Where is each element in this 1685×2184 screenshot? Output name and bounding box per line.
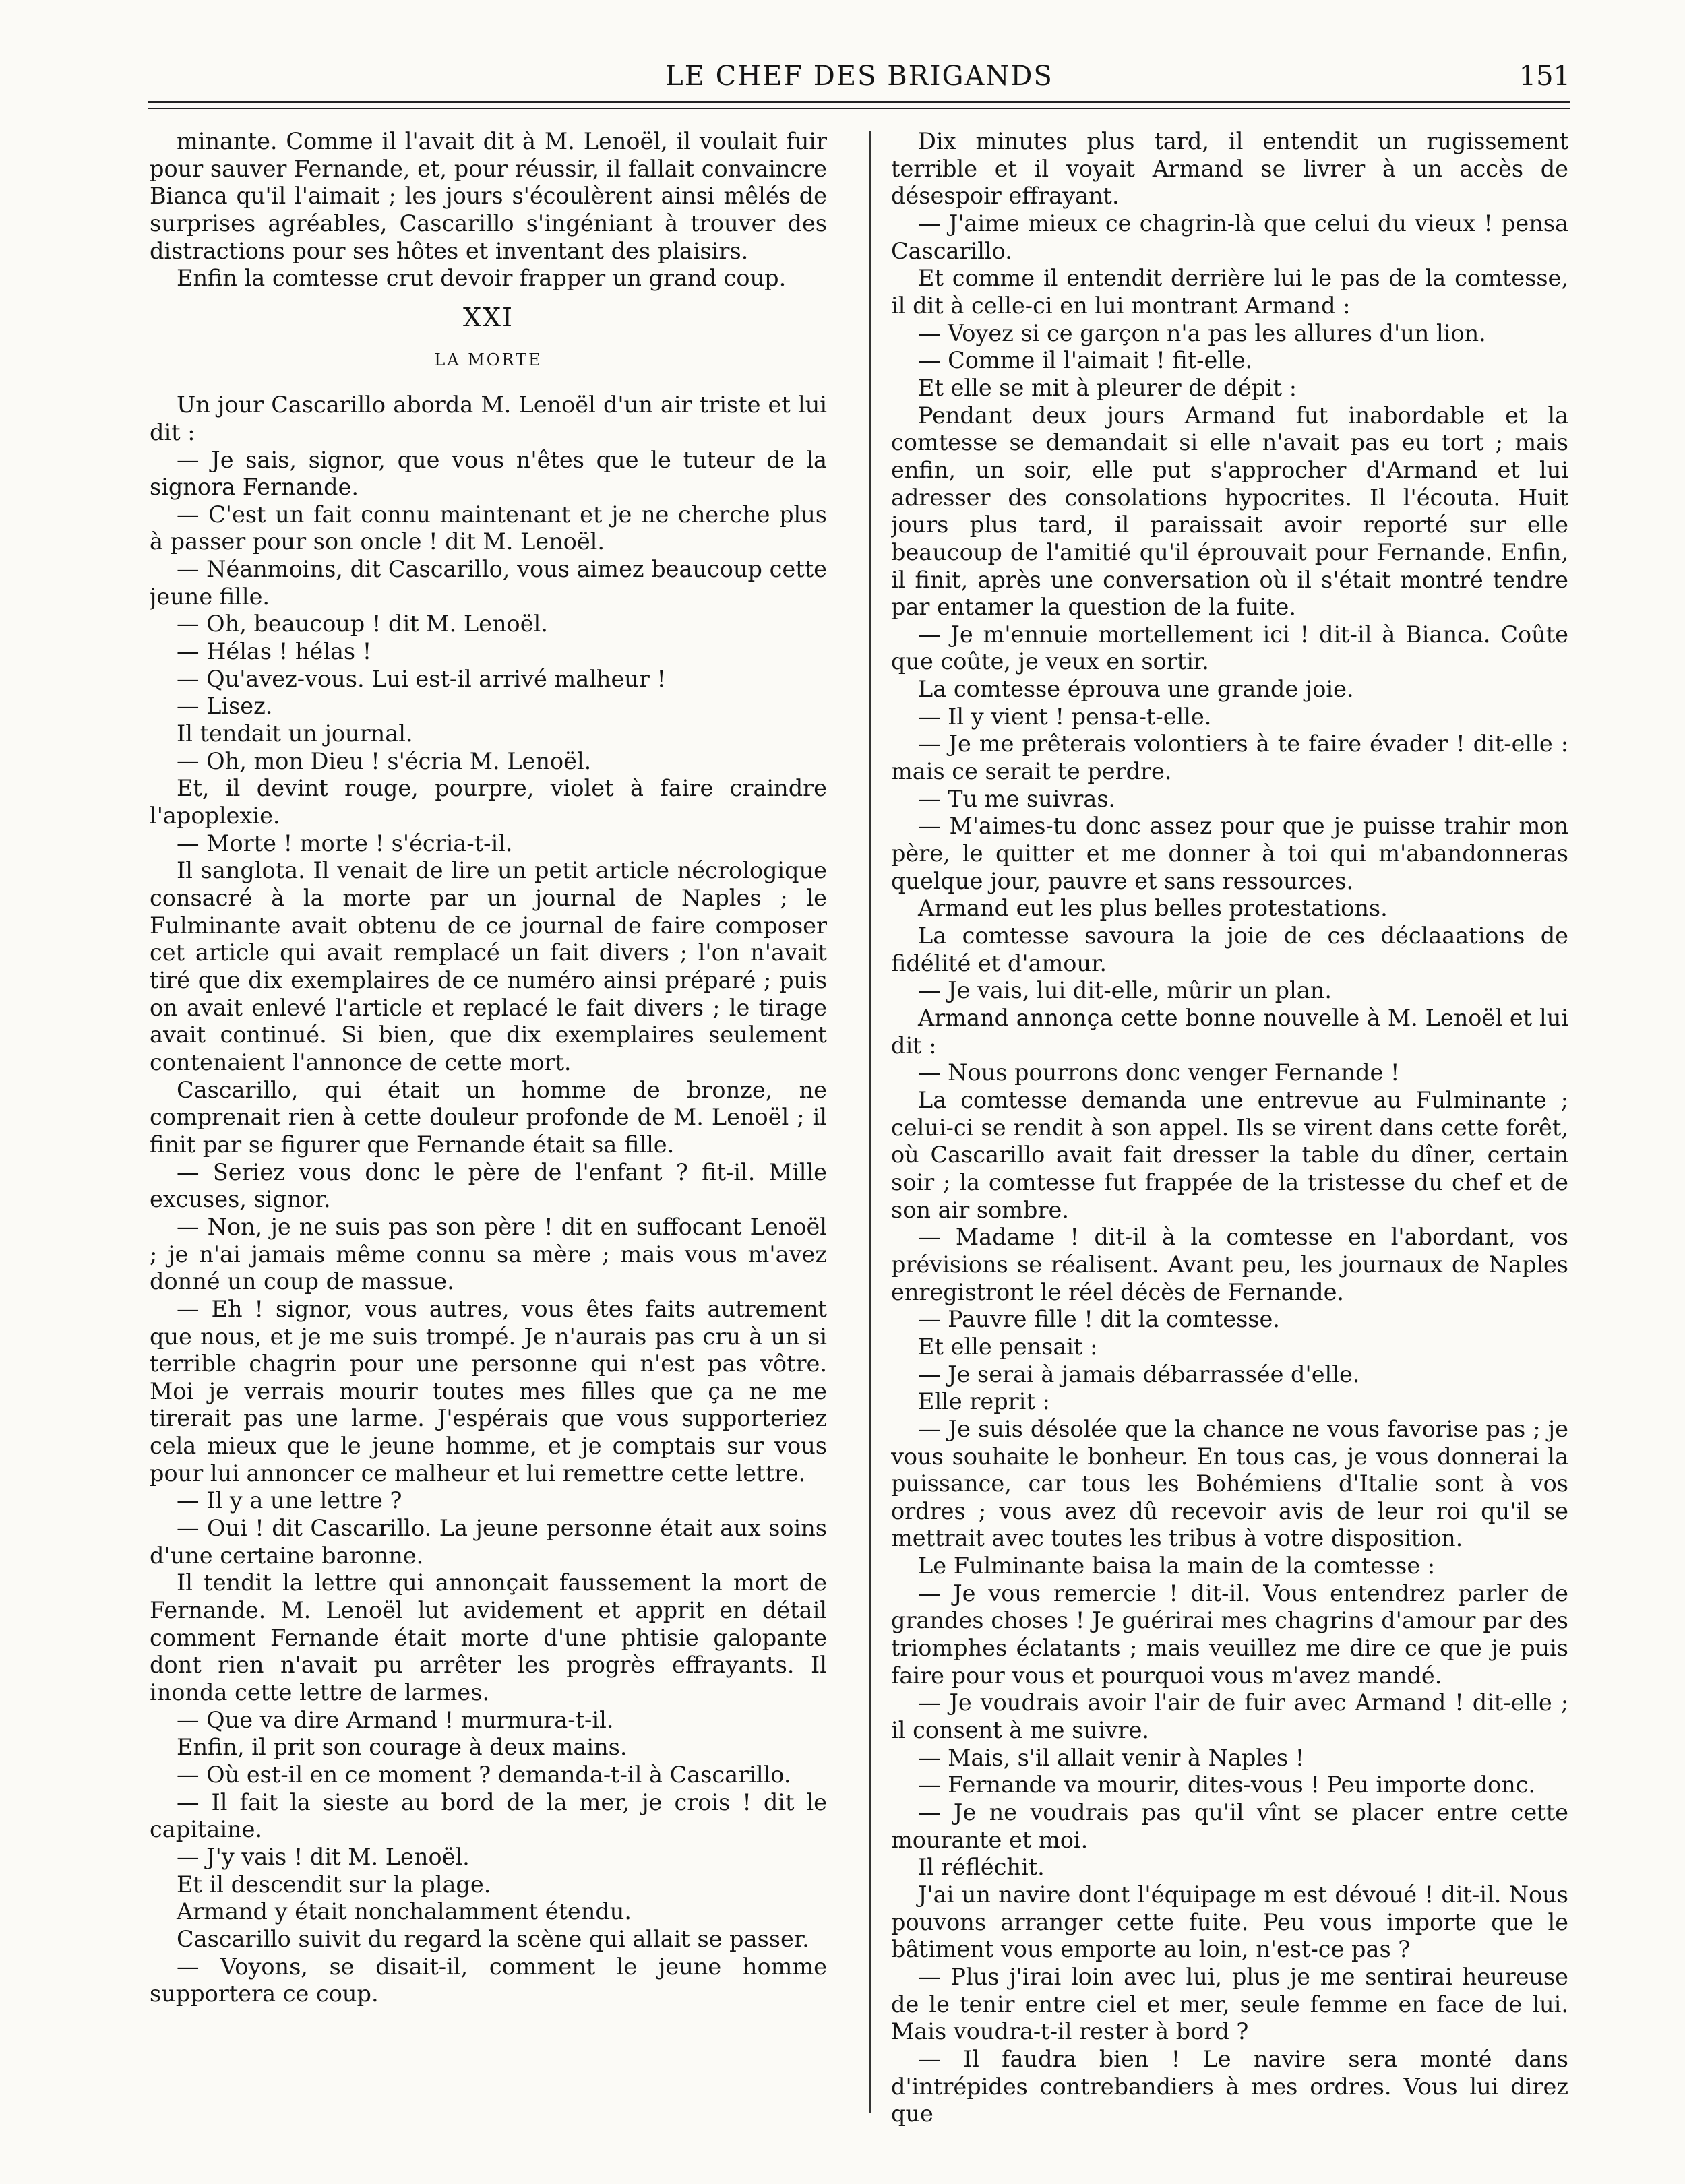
paragraph: — Je m'ennuie mortellement ici ! dit-il à Bianca. Coûte que coûte, je veux en sortir.	[891, 621, 1568, 675]
paragraph: La comtesse savoura la joie de ces déclaaations de fidélité et d'amour.	[891, 923, 1568, 976]
paragraph: Il sanglota. Il venait de lire un petit article nécrologique consacré à la morte par un journal de Naples ; le Fulminante avait obtenu de ce journal de faire composer cet article qui avait remplacé un fait divers ; l'on n'avait tiré que dix exemplaires de ce numéro ainsi préparé ; puis on avait enlevé l'article et replacé le fait divers ; le tirage avait continué. Si bien, que dix exemplaires seulement contenaient l'annonce de cette mort.	[150, 857, 827, 1075]
paragraph: — Je voudrais avoir l'air de fuir avec Armand ! dit-elle ; il consent à me suivre.	[891, 1689, 1568, 1744]
running-title: LE CHEF DES BRIGANDS	[665, 61, 1053, 92]
paragraph: Dix minutes plus tard, il entendit un rugissement terrible et il voyait Armand se livrer à un accès de désespoir effrayant.	[891, 128, 1568, 210]
column-divider	[869, 131, 871, 2113]
paragraph: Armand eut les plus belles protestations.	[918, 895, 1388, 922]
paragraph: — Je sais, signor, que vous n'êtes que le tuteur de la signora Fernande.	[150, 446, 827, 501]
paragraph: Enfin, il prit son courage à deux mains.	[177, 1734, 627, 1761]
header-rule-bottom	[148, 108, 1570, 109]
paragraph: Armand y était nonchalamment étendu.	[177, 1898, 632, 1925]
page-header	[148, 61, 1570, 101]
paragraph: minante. Comme il l'avait dit à M. Lenoël, il voulait fuir pour sauver Fernande, et, pour réussir, il fallait convaincre Bianca qu'il l'aimait ; les jours s'écoulèrent ainsi mêlés de surprises agréables, Cascarillo s'ingéniant à trouver des distractions pour ses hôtes et inventant des plaisirs.	[150, 128, 827, 264]
paragraph: — Néanmoins, dit Cascarillo, vous aimez beaucoup cette jeune fille.	[150, 556, 827, 610]
paragraph: Cascarillo suivit du regard la scène qui allait se passer.	[177, 1925, 809, 1952]
paragraph: — Je vais, lui dit-elle, mûrir un plan.	[918, 977, 1332, 1004]
paragraph: — Voyez si ce garçon n'a pas les allures d'un lion.	[918, 319, 1486, 346]
paragraph: Pendant deux jours Armand fut inabordable et la comtesse se demandait si elle n'avait pas eu tort ; mais enfin, un soir, elle put s'approcher d'Armand et lui adresser des consolations hypocrites. Il l'écouta. Huit jours plus tard, il paraissait avoir reporté sur elle beaucoup de l'amitié qu'il éprouvait pour Fernande. Enfin, il finit, après une conversation où il s'était montré tendre par entamer la question de la fuite.	[891, 402, 1568, 621]
paragraph: — J'aime mieux ce chagrin-là que celui du vieux ! pensa Cascarillo.	[891, 210, 1568, 264]
paragraph: — Il y vient ! pensa-t-elle.	[918, 703, 1212, 730]
paragraph: — Hélas ! hélas !	[177, 638, 372, 665]
paragraph: Armand annonça cette bonne nouvelle à M. Lenoël et lui dit :	[891, 1005, 1568, 1059]
paragraph: J'ai un navire dont l'équipage m est dévoué ! dit-il. Nous pouvons arranger cette fuite. Peu vous importe que le bâtiment vous emporte au loin, n'est-ce pas ?	[891, 1881, 1568, 1963]
paragraph: — Madame ! dit-il à la comtesse en l'abordant, vos prévisions se réalisent. Avant peu, les journaux de Naples enregistront le réel décès de Fernande.	[891, 1224, 1568, 1305]
chapter-title: LA MORTE	[434, 350, 543, 370]
paragraph: Elle reprit :	[918, 1388, 1050, 1415]
page-number: 151	[1519, 61, 1570, 92]
paragraph: — Pauvre fille ! dit la comtesse.	[918, 1306, 1280, 1333]
paragraph: Il tendit la lettre qui annonçait faussement la mort de Fernande. M. Lenoël lut avidement et apprit en détail comment Fernande était morte d'une phtisie galopante dont rien n'avait pu arrêter les progrès effrayants. Il inonda cette lettre de larmes.	[150, 1569, 827, 1706]
paragraph: — Eh ! signor, vous autres, vous êtes faits autrement que nous, et je me suis trompé. Je n'aurais pas cru à un si terrible chagrin pour une personne qui n'est pas vôtre. Moi je verrais mourir toutes mes filles que ça ne me tirerait pas une larme. J'espérais que vous supporteriez cela mieux que le jeune homme, et je comptais sur vous pour lui annoncer ce malheur et lui remettre cette lettre.	[150, 1295, 827, 1487]
paragraph: — Seriez vous donc le père de l'enfant ? fit-il. Mille excuses, signor.	[150, 1158, 827, 1213]
paragraph: — Je me prêterais volontiers à te faire évader ! dit-elle : mais ce serait te perdre.	[891, 730, 1568, 785]
paragraph: Il tendait un journal.	[177, 720, 413, 747]
paragraph: — Fernande va mourir, dites-vous ! Peu importe donc.	[918, 1772, 1536, 1799]
paragraph: — Oui ! dit Cascarillo. La jeune personne était aux soins d'une certaine baronne.	[150, 1515, 827, 1569]
paragraph: — Nous pourrons donc venger Fernande !	[918, 1059, 1400, 1086]
left-column	[150, 128, 827, 2129]
paragraph: Un jour Cascarillo aborda M. Lenoël d'un air triste et lui dit :	[150, 392, 827, 445]
header-rule-top	[148, 101, 1570, 103]
paragraph: — Oh, mon Dieu ! s'écria M. Lenoël.	[177, 747, 592, 774]
paragraph: — Plus j'irai loin avec lui, plus je me sentirai heureuse de le tenir entre ciel et mer, seule femme en face de lui. Mais voudra-t-il rester à bord ?	[891, 1963, 1568, 2045]
left-paragraphs-before	[150, 128, 827, 292]
paragraph: — Tu me suivras.	[918, 785, 1116, 812]
paragraph: Et il descendit sur la plage.	[177, 1871, 491, 1898]
paragraph: — M'aimes-tu donc assez pour que je puisse trahir mon père, le quitter et me donner à toi qui m'abandonneras quelque jour, pauvre et sans ressources.	[891, 813, 1568, 894]
paragraph: — Morte ! morte ! s'écria-t-il.	[177, 830, 513, 856]
paragraph: Et elle pensait :	[918, 1333, 1098, 1360]
paragraph: — Je ne voudrais pas qu'il vînt se placer entre cette mourante et moi.	[891, 1799, 1568, 1853]
paragraph: — Non, je ne suis pas son père ! dit en suffocant Lenoël ; je n'ai jamais même connu sa mère ; mais vous m'avez donné un coup de massue.	[150, 1213, 827, 1295]
paragraph: Le Fulminante baisa la main de la comtesse :	[918, 1553, 1436, 1580]
paragraph: — Mais, s'il allait venir à Naples !	[918, 1744, 1305, 1771]
paragraph: — C'est un fait connu maintenant et je ne cherche plus à passer pour son oncle ! dit M. Lenoël.	[150, 501, 827, 555]
paragraph: — J'y vais ! dit M. Lenoël.	[177, 1843, 470, 1870]
left-paragraphs-after	[150, 392, 827, 2008]
paragraph: — Lisez.	[177, 693, 273, 720]
paragraph: — Que va dire Armand ! murmura-t-il.	[177, 1706, 614, 1733]
paragraph: La comtesse éprouva une grande joie.	[918, 676, 1354, 703]
paragraph: Et comme il entendit derrière lui le pas de la comtesse, il dit à celle-ci en lui montrant Armand :	[891, 265, 1568, 319]
paragraph: — Oh, beaucoup ! dit M. Lenoël.	[177, 611, 548, 637]
paragraph: Et, il devint rouge, pourpre, violet à faire craindre l'apoplexie.	[150, 775, 827, 830]
paragraph: — Je serai à jamais débarrassée d'elle.	[918, 1361, 1360, 1387]
paragraph: — Voyons, se disait-il, comment le jeune homme supportera ce coup.	[150, 1953, 827, 2007]
right-column	[891, 128, 1568, 2129]
paragraph: — Je suis désolée que la chance ne vous favorise pas ; je vous souhaite le bonheur. En tous cas, je vous donnerai la puissance, car tous les Bohémiens d'Italie sont à vos ordres ; vous avez dû recevoir avis de leur roi qu'il se mettrait avec toutes les tribus à votre disposition.	[891, 1415, 1568, 1552]
paragraph: — Il faudra bien ! Le navire sera monté dans d'intrépides contrebandiers à mes ordres. Vous lui direz que	[891, 2045, 1568, 2127]
paragraph: Enfin la comtesse crut devoir frapper un grand coup.	[177, 265, 787, 292]
paragraph: Cascarillo, qui était un homme de bronze, ne comprenait rien à cette douleur profonde de M. Lenoël ; il finit par se figurer que Fernande était sa fille.	[150, 1076, 827, 1158]
paragraph: — Où est-il en ce moment ? demanda-t-il à Cascarillo.	[177, 1761, 791, 1788]
paragraph: — Qu'avez-vous. Lui est-il arrivé malheur !	[177, 665, 666, 692]
paragraph: — Comme il l'aimait ! fit-elle.	[918, 347, 1253, 374]
paragraph: La comtesse demanda une entrevue au Fulminante ; celui-ci se rendit à son appel. Ils se virent dans cette forêt, où Cascarillo avait fait dresser la table du dîner, certain soir ; la comtesse fut frappée de la tristesse du chef et de son air sombre.	[891, 1086, 1568, 1223]
paragraph: — Je vous remercie ! dit-il. Vous entendrez parler de grandes choses ! Je guérirai mes chagrins d'amour par des triomphes éclatants ; mais veuillez me dire ce que je puis faire pour vous et pourquoi vous m'avez mandé.	[891, 1580, 1568, 1689]
paragraph: Il réfléchit.	[918, 1854, 1045, 1881]
paragraph: Et elle se mit à pleurer de dépit :	[918, 374, 1297, 401]
paragraph: — Il fait la sieste au bord de la mer, je crois ! dit le capitaine.	[150, 1788, 827, 1843]
chapter-number: XXI	[462, 302, 514, 332]
paragraph: — Il y a une lettre ?	[177, 1487, 402, 1514]
